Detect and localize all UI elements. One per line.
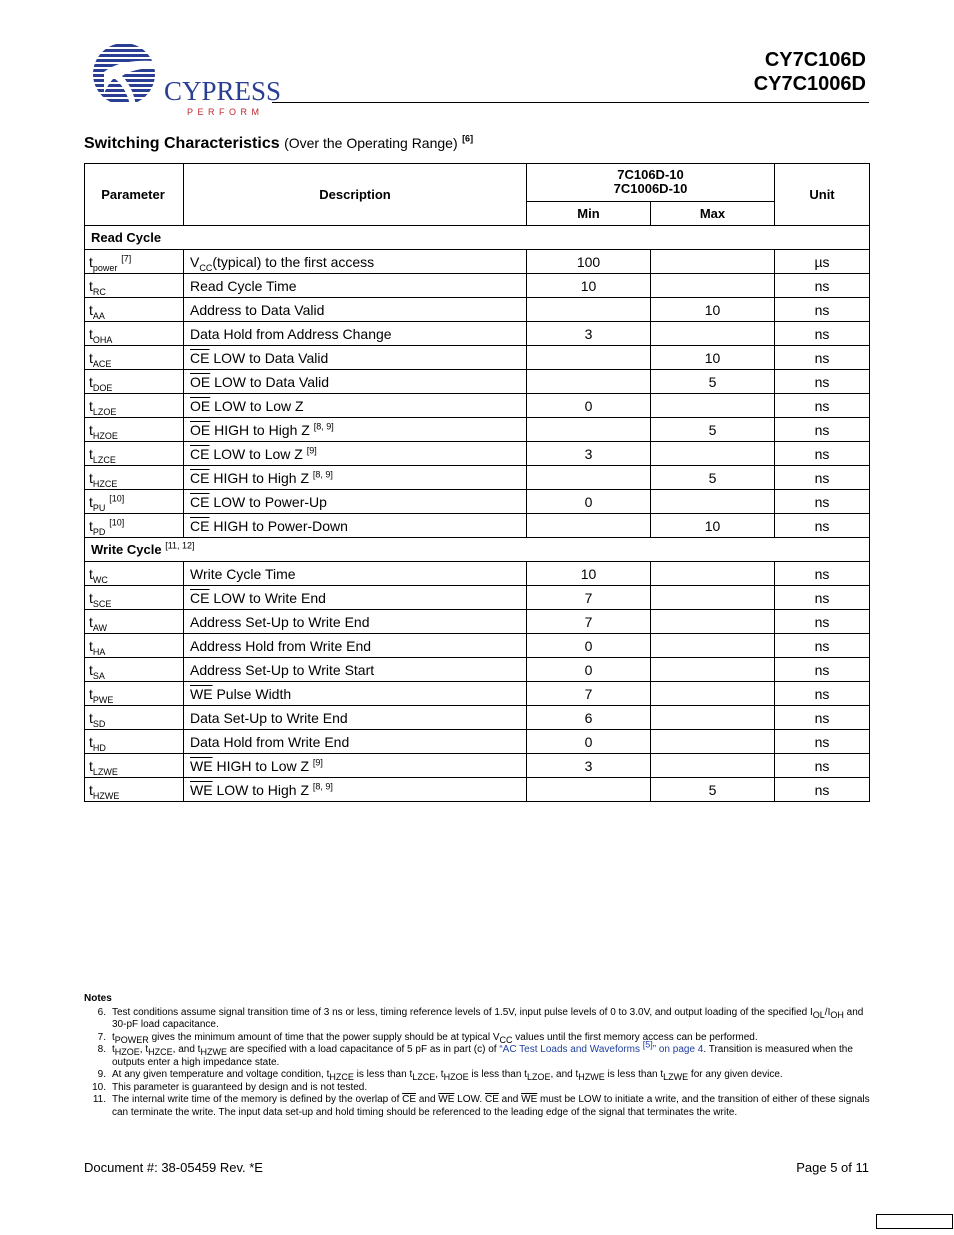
note-text: $t_{HZOE}$, $t_{HZCE}$, and $t_{HZWE}$ are specified with a load capacitance of 5 pF as in part (c) of “AC Test Loads and Waveforms [5]” on page 4. Transition is measured when the outputs enter a high impedance state. <box>112 1039 853 1068</box>
header-unit: Unit <box>775 164 870 226</box>
unit-cell: µs <box>775 250 870 274</box>
header-parameter: Parameter <box>85 164 184 226</box>
feedback-box[interactable] <box>876 1214 953 1229</box>
max-cell <box>651 394 775 418</box>
header-min: Min <box>527 201 651 225</box>
unit-cell: ns <box>775 754 870 778</box>
table-row <box>85 562 870 586</box>
min-cell: 3 <box>527 754 651 778</box>
unit-cell: ns <box>775 514 870 538</box>
max-cell <box>651 490 775 514</box>
table-row <box>85 322 870 346</box>
max-cell <box>651 754 775 778</box>
min-cell: 0 <box>527 394 651 418</box>
svg-text:PERFORM: PERFORM <box>187 107 264 117</box>
unit-cell: ns <box>775 418 870 442</box>
parameter-cell: $t_{ACE}$ <box>85 346 184 370</box>
max-cell: 5 <box>651 466 775 490</box>
section-ref: [6] <box>462 133 474 144</box>
parameter-cell: $t_{LZCE}$ <box>85 442 184 466</box>
min-cell: 7 <box>527 610 651 634</box>
min-cell: 3 <box>527 322 651 346</box>
section-title <box>84 135 473 153</box>
note-7 <box>84 1032 870 1045</box>
max-cell <box>651 658 775 682</box>
max-cell: 5 <box>651 418 775 442</box>
unit-cell: ns <box>775 778 870 802</box>
description-cell: $\overline{OE}$ LOW to Data Valid <box>184 370 527 394</box>
cypress-globe-icon <box>84 42 282 120</box>
table-row <box>85 586 870 610</box>
unit-cell: ns <box>775 634 870 658</box>
table-row <box>85 298 870 322</box>
read-cycle-label: Read Cycle <box>85 226 870 250</box>
min-cell: 7 <box>527 586 651 610</box>
table-row <box>85 682 870 706</box>
description-cell: Address Hold from Write End <box>184 634 527 658</box>
table-row <box>85 610 870 634</box>
max-cell <box>651 250 775 274</box>
unit-cell: ns <box>775 562 870 586</box>
unit-cell: ns <box>775 274 870 298</box>
min-cell: 10 <box>527 274 651 298</box>
unit-cell: ns <box>775 586 870 610</box>
description-cell: $\overline{CE}$ HIGH to High Z [8, 9] <box>184 466 527 490</box>
table-row <box>85 706 870 730</box>
parameter-cell: $t_{DOE}$ <box>85 370 184 394</box>
document-number: Document #: 38-05459 Rev. *E <box>84 1160 263 1175</box>
max-cell: 10 <box>651 298 775 322</box>
table-header-row <box>85 164 870 202</box>
unit-cell: ns <box>775 706 870 730</box>
max-cell: 10 <box>651 514 775 538</box>
min-cell: 0 <box>527 634 651 658</box>
parameter-cell: $t_{PD}$ [10] <box>85 514 184 538</box>
description-cell: $V_{CC}(typical)$ to the first access <box>184 250 527 274</box>
parameter-cell: $t_{PWE}$ <box>85 682 184 706</box>
max-cell <box>651 610 775 634</box>
unit-cell: ns <box>775 610 870 634</box>
write-cycle-section-row <box>85 538 870 562</box>
table-row <box>85 778 870 802</box>
notes-heading: Notes <box>84 993 112 1004</box>
note-number: 9. <box>97 1069 106 1080</box>
parameter-cell: $t_{OHA}$ <box>85 322 184 346</box>
description-cell: Address Set-Up to Write End <box>184 610 527 634</box>
parameter-cell: $t_{SCE}$ <box>85 586 184 610</box>
table-row <box>85 634 870 658</box>
min-cell <box>527 298 651 322</box>
unit-cell: ns <box>775 394 870 418</box>
description-cell: $\overline{CE}$ LOW to Power-Up <box>184 490 527 514</box>
parameter-cell: $t_{HZCE}$ <box>85 466 184 490</box>
parameter-cell: $t_{AA}$ <box>85 298 184 322</box>
description-cell: $\overline{WE}$ LOW to High Z [8, 9] <box>184 778 527 802</box>
unit-cell: ns <box>775 682 870 706</box>
unit-cell: ns <box>775 658 870 682</box>
parameter-cell: $t_{power}$ [7] <box>85 250 184 274</box>
part-numbers <box>754 48 866 96</box>
table-row <box>85 346 870 370</box>
max-cell <box>651 562 775 586</box>
note-text: The internal write time of the memory is defined by the overlap of $\overline{CE}$ and $\overline{WE}$ LOW. $\overline{CE}$ and $\overline{WE}$ must be LOW to initiate a write, and the transition of either of these signals can terminate the write. The input data set-up and hold timing should be referenced to the leading edge of the signal that terminates the write. <box>112 1094 870 1118</box>
min-cell <box>527 778 651 802</box>
header-device-1: 7C106D-10 <box>617 167 684 183</box>
max-cell <box>651 682 775 706</box>
max-cell: 5 <box>651 778 775 802</box>
table-row <box>85 490 870 514</box>
table-row <box>85 370 870 394</box>
section-title-text: Switching Characteristics <box>84 135 280 152</box>
table-row <box>85 754 870 778</box>
description-cell: $\overline{WE}$ HIGH to Low Z [9] <box>184 754 527 778</box>
note-text: This parameter is guaranteed by design and is not tested. <box>112 1081 368 1093</box>
svg-text:CYPRESS: CYPRESS <box>164 76 282 106</box>
table-row <box>85 394 870 418</box>
section-subtitle: (Over the Operating Range) <box>284 135 458 151</box>
note-text: $t_{POWER}$ gives the minimum amount of time that the power supply should be at typical $V_{CC}$ values until the first memory access can be performed. <box>112 1031 758 1045</box>
max-cell: 5 <box>651 370 775 394</box>
max-cell <box>651 442 775 466</box>
min-cell: 7 <box>527 682 651 706</box>
note-number: 10. <box>92 1081 106 1093</box>
max-cell <box>651 322 775 346</box>
table-row <box>85 466 870 490</box>
table-row <box>85 658 870 682</box>
min-cell <box>527 370 651 394</box>
unit-cell: ns <box>775 490 870 514</box>
parameter-cell: $t_{LZWE}$ <box>85 754 184 778</box>
ac-test-loads-link[interactable]: “AC Test Loads and Waveforms [5]” on page 4 <box>499 1039 704 1055</box>
description-cell: $\overline{OE}$ HIGH to High Z [8, 9] <box>184 418 527 442</box>
table-row <box>85 514 870 538</box>
notes-section <box>84 993 870 1119</box>
table-row <box>85 442 870 466</box>
part-number-2: CY7C1006D <box>753 73 866 95</box>
note-text: At any given temperature and voltage condition, $t_{HZCE}$ is less than $t_{LZCE}$, $t_{HZOE}$ is less than $t_{LZOE}$, and $t_{HZWE}$ is less than $t_{LZWE}$ for any given device. <box>112 1069 783 1082</box>
description-cell: $\overline{CE}$ LOW to Low Z [9] <box>184 442 527 466</box>
min-cell <box>527 346 651 370</box>
header-device-group <box>527 164 775 202</box>
header-max: Max <box>651 201 775 225</box>
parameter-cell: $t_{SD}$ <box>85 706 184 730</box>
min-cell <box>527 418 651 442</box>
parameter-cell: $t_{RC}$ <box>85 274 184 298</box>
unit-cell: ns <box>775 298 870 322</box>
note-10 <box>84 1082 870 1095</box>
max-cell <box>651 706 775 730</box>
parameter-cell: $t_{HZWE}$ <box>85 778 184 802</box>
description-cell: Data Hold from Address Change <box>184 322 527 346</box>
description-cell: $\overline{CE}$ LOW to Write End <box>184 586 527 610</box>
max-cell <box>651 634 775 658</box>
unit-cell: ns <box>775 370 870 394</box>
description-cell: $\overline{OE}$ LOW to Low Z <box>184 394 527 418</box>
parameter-cell: $t_{HZOE}$ <box>85 418 184 442</box>
note-11 <box>84 1094 870 1119</box>
parameter-cell: $t_{WC}$ <box>85 562 184 586</box>
header-description: Description <box>184 164 527 226</box>
description-cell: Read Cycle Time <box>184 274 527 298</box>
max-cell <box>651 730 775 754</box>
switching-characteristics-table <box>84 163 870 802</box>
description-cell: $\overline{WE}$ Pulse Width <box>184 682 527 706</box>
note-6 <box>84 1007 870 1032</box>
write-cycle-label: Write Cycle [11, 12] <box>85 538 870 562</box>
min-cell: 0 <box>527 730 651 754</box>
description-cell: Address Set-Up to Write Start <box>184 658 527 682</box>
description-cell: Write Cycle Time <box>184 562 527 586</box>
note-number: 11. <box>92 1094 106 1105</box>
header-device-2: 7C1006D-10 <box>613 181 688 197</box>
min-cell: 10 <box>527 562 651 586</box>
min-cell <box>527 466 651 490</box>
table-row <box>85 730 870 754</box>
note-number: 8. <box>97 1044 106 1055</box>
note-8 <box>84 1039 870 1069</box>
description-cell: Data Set-Up to Write End <box>184 706 527 730</box>
table-row <box>85 250 870 274</box>
max-cell <box>651 274 775 298</box>
min-cell: 6 <box>527 706 651 730</box>
unit-cell: ns <box>775 730 870 754</box>
parameter-cell: $t_{HD}$ <box>85 730 184 754</box>
table-row <box>85 418 870 442</box>
parameter-cell: $t_{HA}$ <box>85 634 184 658</box>
min-cell: 0 <box>527 490 651 514</box>
note-number: 6. <box>97 1006 106 1018</box>
table-row <box>85 274 870 298</box>
min-cell: 0 <box>527 658 651 682</box>
parameter-cell: $t_{PU}$ [10] <box>85 490 184 514</box>
max-cell: 10 <box>651 346 775 370</box>
description-cell: $\overline{CE}$ LOW to Data Valid <box>184 346 527 370</box>
note-text: Test conditions assume signal transition time of 3 ns or less, timing reference levels of 1.5V, input pulse levels of 0 to 3.0V, and output loading of the specified $I_{OL}/I_{OH}$ and 30-pF load capacitance. <box>112 1006 864 1030</box>
parameter-cell: $t_{AW}$ <box>85 610 184 634</box>
unit-cell: ns <box>775 442 870 466</box>
description-cell: Data Hold from Write End <box>184 730 527 754</box>
parameter-cell: $t_{SA}$ <box>85 658 184 682</box>
page-number: Page 5 of 11 <box>796 1160 869 1175</box>
unit-cell: ns <box>775 346 870 370</box>
read-cycle-section-row <box>85 226 870 250</box>
unit-cell: ns <box>775 466 870 490</box>
part-number-1: CY7C106D <box>764 49 866 71</box>
min-cell: 100 <box>527 250 651 274</box>
parameter-cell: $t_{LZOE}$ <box>85 394 184 418</box>
min-cell <box>527 514 651 538</box>
note-number: 7. <box>97 1031 106 1043</box>
max-cell <box>651 586 775 610</box>
description-cell: Address to Data Valid <box>184 298 527 322</box>
description-cell: $\overline{CE}$ HIGH to Power-Down <box>184 514 527 538</box>
note-9 <box>84 1069 870 1082</box>
unit-cell: ns <box>775 322 870 346</box>
cypress-logo <box>84 42 282 120</box>
header-rule <box>272 102 869 103</box>
min-cell: 3 <box>527 442 651 466</box>
